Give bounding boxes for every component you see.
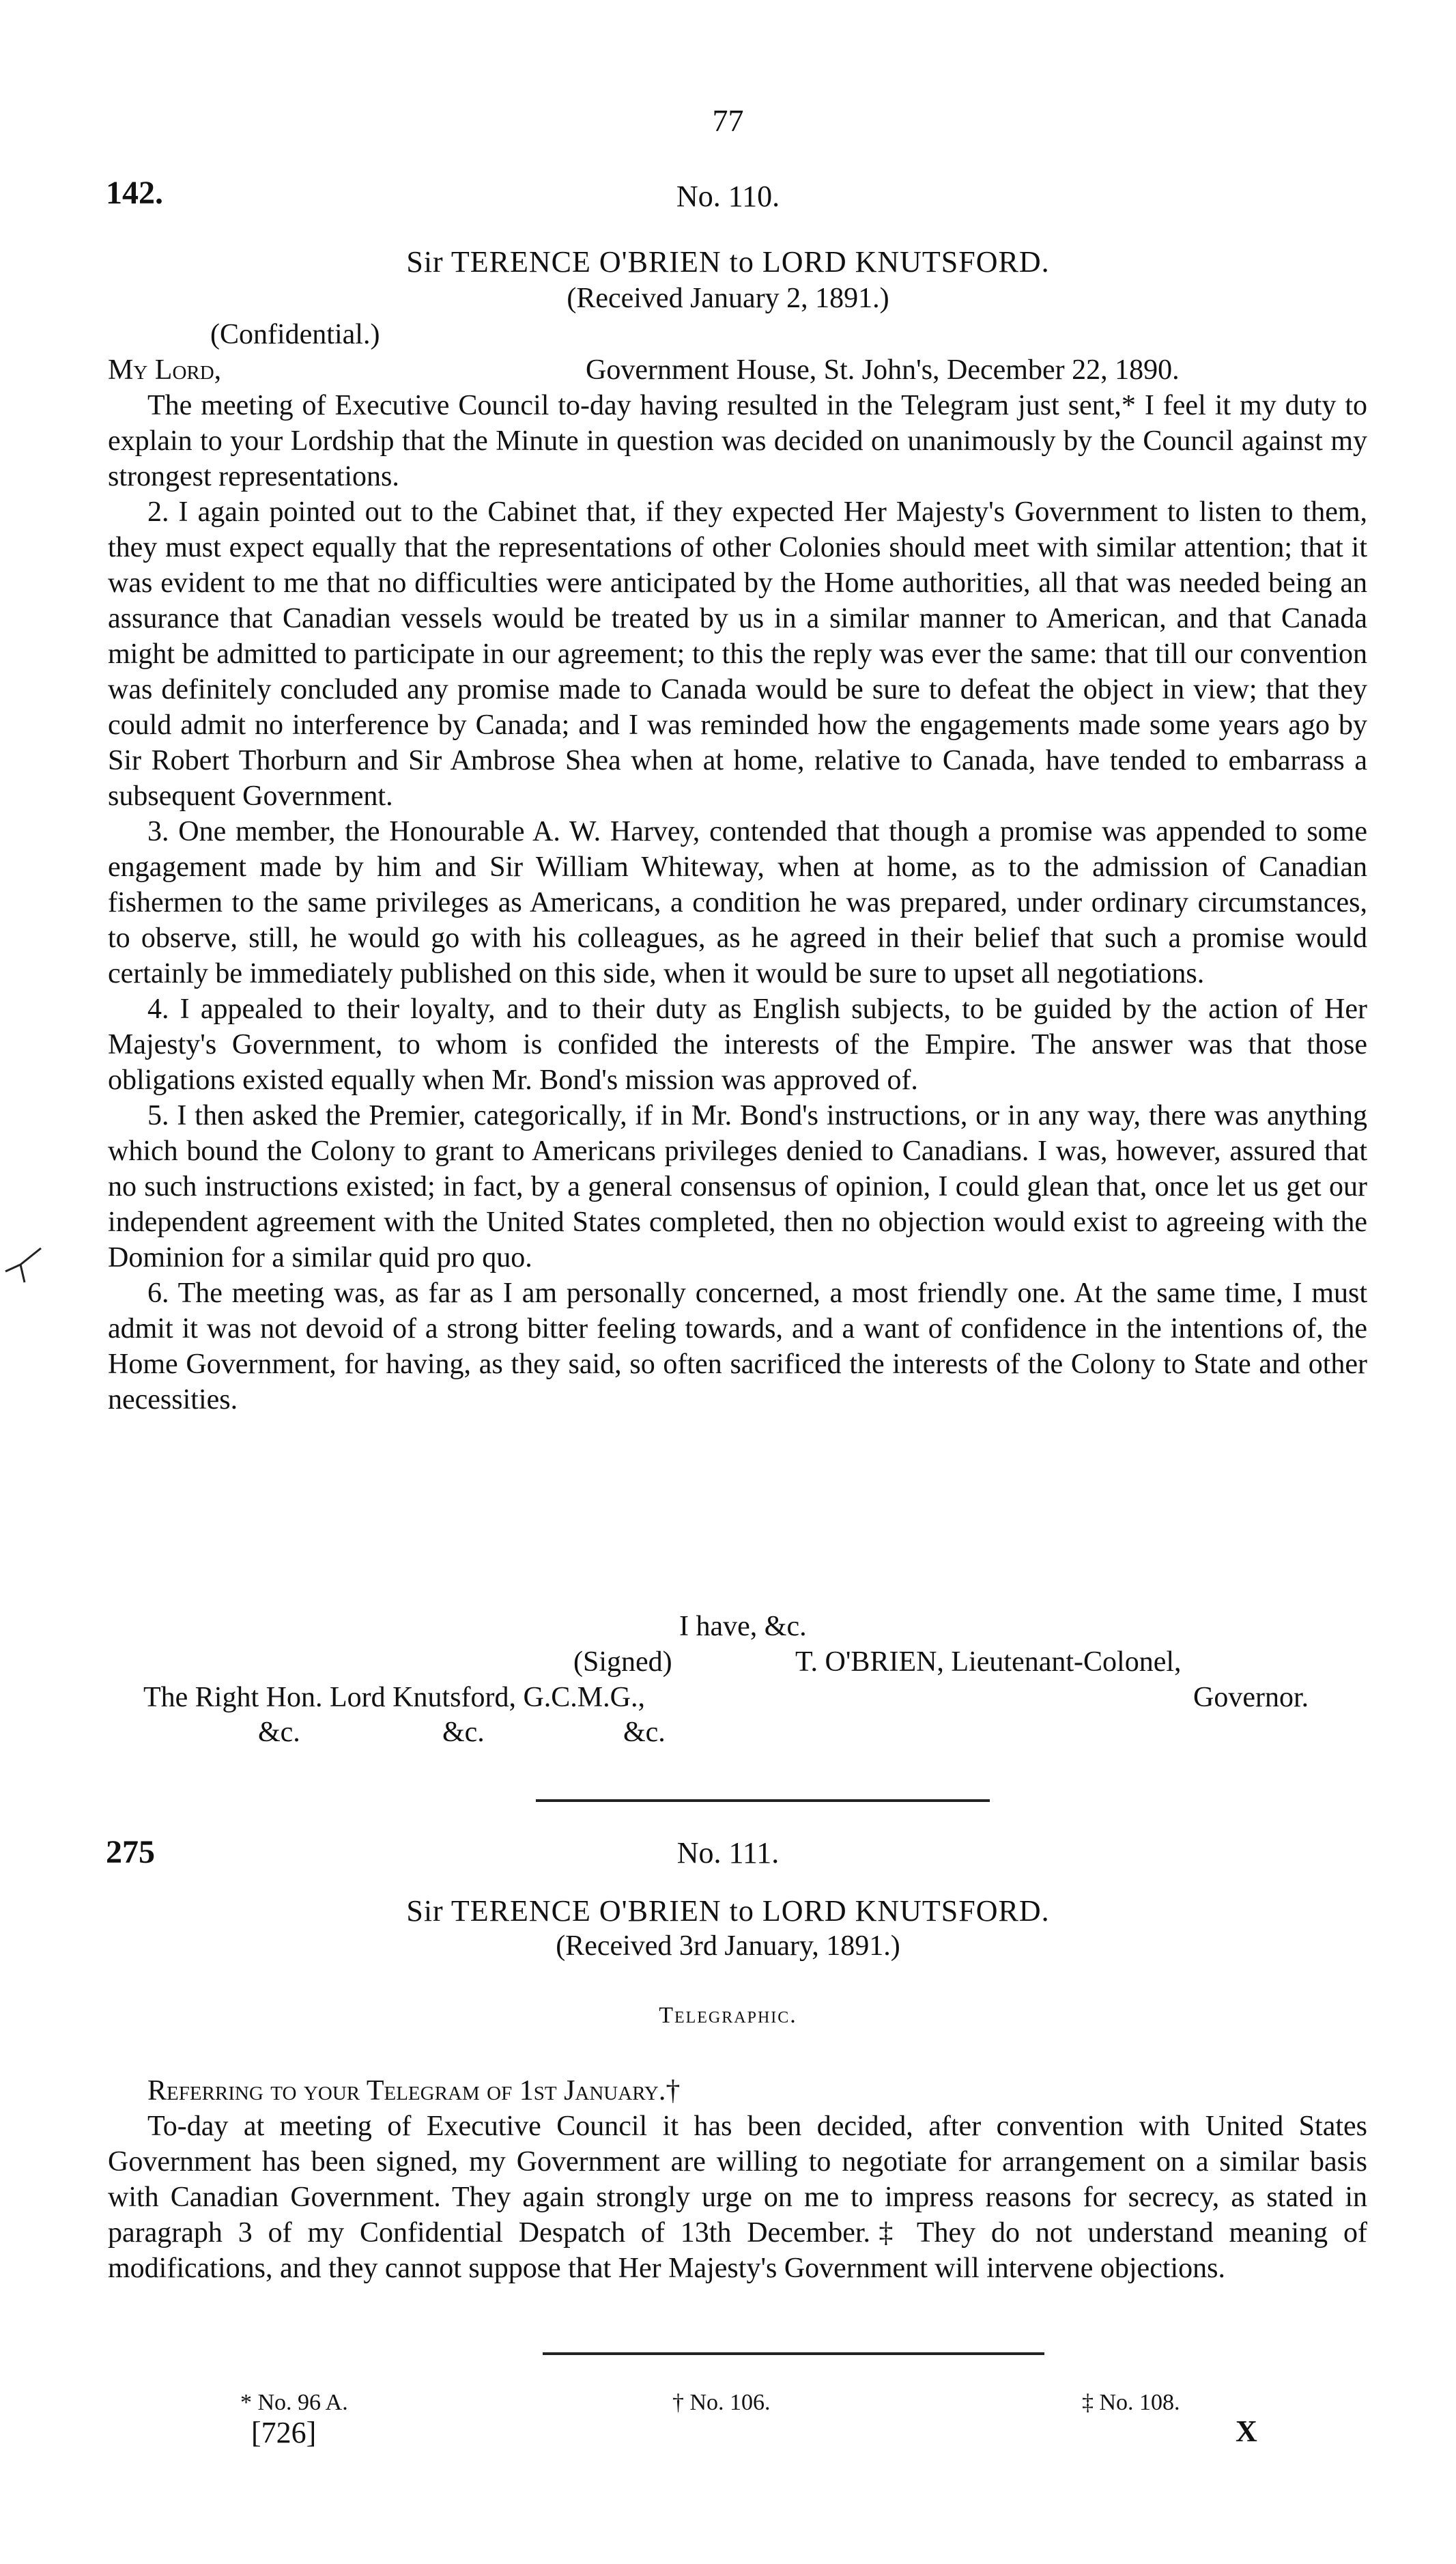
received-date-110: (Received January 2, 1891.)	[567, 283, 889, 314]
footnote-dagger: † No. 106.	[672, 2390, 771, 2415]
paragraph-3: 3. One member, the Honourable A. W. Harvey, contended that though a promise was appended to some engagement made by him and Sir William Whiteway, when at home, as to the admission of Canadian fishermen to the same privileges as Americans, a condition he was prepared, under ordinary circumstances, to observe, still, he would go with his colleagues, as he agreed in their belief that such a promise would certainly be immediately published on this side, when it would be sure to upset all negotiations.	[108, 816, 1367, 989]
paragraph-1: The meeting of Executive Council to-day having resulted in the Telegram just sent,* I feel it my duty to explain to your Lordship that the Minute in question was decided on unanimously by the Council against my strongest representations.	[108, 390, 1367, 492]
signature-name: T. O'BRIEN, Lieutenant-Colonel,	[795, 1646, 1182, 1678]
footnote-divider	[543, 2352, 1044, 2355]
paragraph-5: 5. I then asked the Premier, categorically, if in Mr. Bond's instructions, or in any way, there was anything which bound the Colony to grant to Americans privileges denied to Canadians. I was, however, assured that no such instructions existed; in fact, by a general consensus of opinion, I could glean that, once let us get our independent agreement with the United States completed, then no objection would exist to agreeing with the Dominion for a similar quid pro quo.	[108, 1100, 1367, 1273]
salutation: My Lord,	[108, 354, 222, 386]
print-code: [726]	[251, 2416, 317, 2449]
despatch-number-110: No. 110.	[676, 180, 780, 213]
lead-in-line: Referring to your Telegram of 1st January.†	[147, 2075, 681, 2107]
etc-2: &c.	[442, 1717, 485, 1748]
despatch-heading-111: Sir TERENCE O'BRIEN to LORD KNUTSFORD.	[406, 1894, 1050, 1928]
paragraph-4: 4. I appealed to their loyalty, and to their duty as English subjects, to be guided by the action of Her Majesty's Government, to whom is confided the interests of the Empire. The answer was that those obligations existed equally when Mr. Bond's mission was approved of.	[108, 994, 1367, 1096]
despatch-number-111: No. 111.	[676, 1836, 780, 1870]
despatch-110-body	[108, 388, 1367, 1418]
despatch-111-body	[108, 2073, 1367, 2286]
despatch-heading-110: Sir TERENCE O'BRIEN to LORD KNUTSFORD.	[406, 245, 1050, 279]
confidential-label: (Confidential.)	[210, 319, 380, 350]
section-divider	[536, 1799, 990, 1802]
page-number: 77	[712, 103, 744, 138]
signature-mark: X	[1236, 2414, 1257, 2448]
paragraph-2: 2. I again pointed out to the Cabinet that, if they expected Her Majesty's Government to listen to them, they must expect equally that the representations of other Colonies should meet with similar attention; that it was evident to me that no difficulties were anticipated by the Home authorities, all that was needed being an assurance that Canadian vessels would be treated by us in a similar manner to American, and that Canada might be admitted to participate in our agreement; to this the reply was ever the same: that till our convention was definitely concluded any promise made to Canada would be sure to defeat the object in view; that they could admit no interference by Canada; and I was reminded how the engagements made some years ago by Sir Robert Thorburn and Sir Ambrose Shea when at home, relative to Canada, have tended to embarrass a subsequent Government.	[108, 496, 1367, 812]
signed-label: (Signed)	[573, 1646, 672, 1678]
received-date-111: (Received 3rd January, 1891.)	[556, 1930, 900, 1962]
addressee-line: The Right Hon. Lord Knutsford, G.C.M.G.,	[143, 1682, 645, 1713]
telegram-paragraph: To-day at meeting of Executive Council it has been decided, after convention with United States Government has been signed, my Government are willing to negotiate for arrangement on a similar basis with Canadian Government. They again strongly urge on me to impress reasons for secrecy, as stated in paragraph 3 of my Confidential Despatch of 13th December.‡ They do not understand meaning of modifications, and they cannot suppose that Her Majesty's Government will intervene objections.	[108, 2111, 1367, 2284]
etc-1: &c.	[258, 1717, 300, 1748]
place-date-line: Government House, St. John's, December 22, 1890.	[586, 354, 1180, 386]
margin-pencil-mark-icon	[0, 1229, 61, 1291]
footnote-star: * No. 96 A.	[240, 2390, 348, 2415]
closing-line: I have, &c.	[679, 1611, 807, 1642]
telegraphic-label: Telegraphic.	[659, 2003, 797, 2028]
paragraph-6: 6. The meeting was, as far as I am personally concerned, a most friendly one. At the same time, I must admit it was not devoid of a strong bitter feeling towards, and a want of confidence in the intentions of, the Home Government, for having, as they said, so often sacrificed the interests of the Colony to State and other necessities.	[108, 1278, 1367, 1415]
footnote-double-dagger: ‡ No. 108.	[1082, 2390, 1180, 2415]
margin-reference-142: 142.	[106, 175, 163, 211]
margin-reference-275: 275	[106, 1834, 155, 1870]
etc-3: &c.	[623, 1717, 666, 1748]
signature-title: Governor.	[1193, 1682, 1309, 1713]
